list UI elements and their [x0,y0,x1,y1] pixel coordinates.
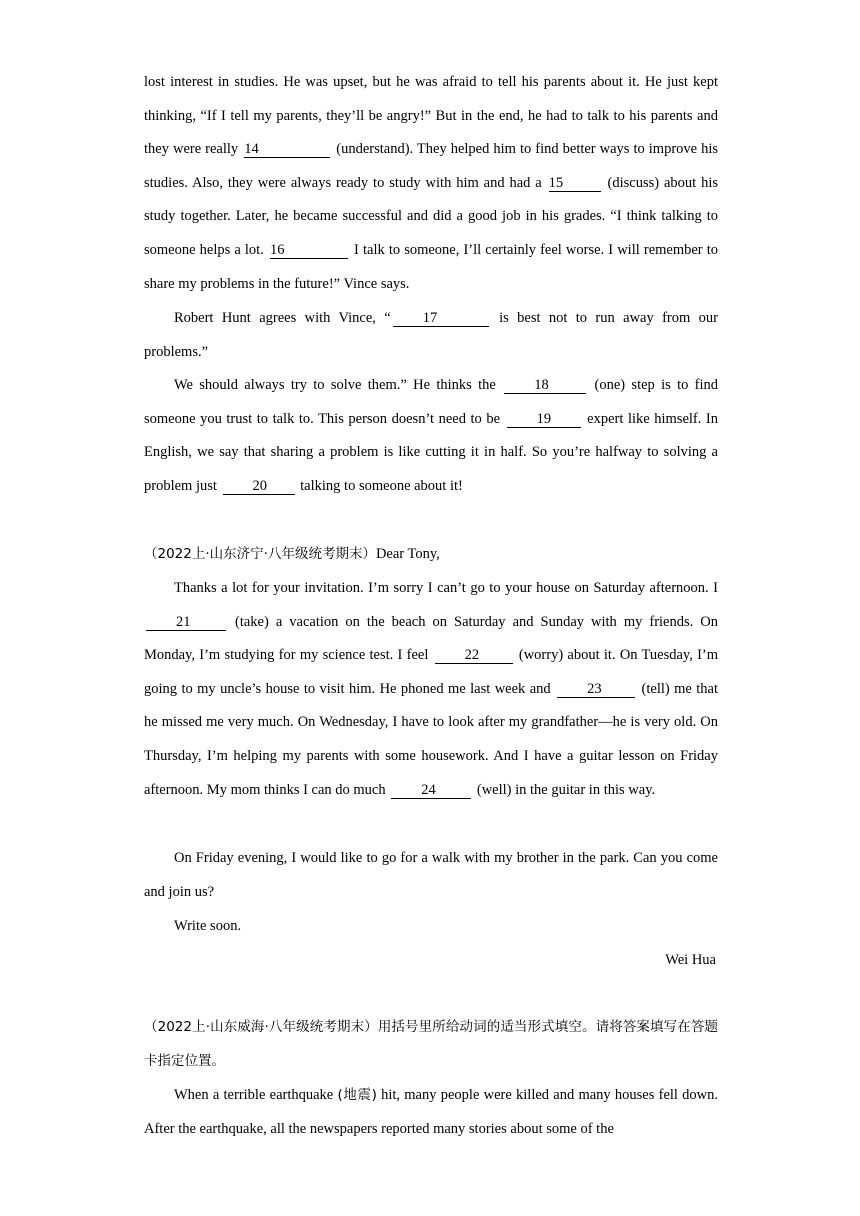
letter-text: Thanks a lot for your invitation. I’m sorry I can’t go to your house on Saturday afternoon. I [174,580,718,596]
blank-20[interactable]: 20 [223,478,295,495]
passage-text: lost interest in studies. He was upset, but he was afraid to tell his parents about it. He just kept thinking, “If I tell my parents, they’ll be angry!” But in the end, he had to talk to his parents and they were really [144,74,718,158]
letter-header [144,538,718,572]
passage-text: (understand). They helped him to find better ways to improve his studies. Also, they were always ready to study with him and had a [144,141,719,191]
blank-16[interactable]: 16 [270,242,348,259]
letter-closing [144,910,718,944]
blank-15[interactable]: 15 [549,175,601,192]
passage-text: When a terrible earthquake [174,1087,334,1103]
passage-text: talking to someone about it! [300,477,463,494]
letter-text: (worry) about it. On Tuesday, I’m going to my uncle’s house to visit him. He phoned me last week and [144,647,719,697]
passage-text: expert like himself. In English, we say that sharing a problem is like cutting it in half. So you’re halfway to solving a problem just [144,410,719,494]
passage-paragraph [144,66,718,301]
letter-text: (well) in the guitar in this way. [476,781,656,798]
passage-text: We should always try to solve them.” He thinks the [174,377,496,393]
blank-23[interactable]: 23 [557,681,635,698]
blank-19[interactable]: 19 [507,411,581,428]
blank-24[interactable]: 24 [391,782,471,799]
passage-text: I talk to someone, I’ll certainly feel worse. I will remember to share my problems in the future!” Vince says. [144,241,719,292]
passage-text: (one) step is to find someone you trust to talk to. This person doesn’t need to be [144,377,719,427]
section-heading: （2022上·山东威海·八年级统考期末）用括号里所给动词的适当形式填空。请将答案填写在答题卡指定位置。 [144,1019,718,1069]
letter-greeting: Dear Tony, [375,546,440,562]
letter-text: (take) a vacation on the beach on Saturday and Sunday with my friends. On Monday, I’m studying for my science test. I feel [144,613,718,664]
chinese-gloss: (地震) [337,1087,377,1103]
passage-text: (discuss) about his study together. Later, he became successful and did a good job in his grades. “I think talking to someone helps a lot. [144,174,718,258]
letter-paragraph [144,572,718,807]
letter-paragraph [144,842,718,909]
letter-text: Write soon. [174,918,242,934]
passage-text: Robert Hunt agrees with Vince, “ [174,310,391,326]
letter-text: (tell) me that he missed me very much. On Wednesday, I have to look after my grandfather—he is very old. On Thursday, I’m helping my parents with some housework. And I have a guitar lesson on Friday afternoon. My mom thinks I can do much [144,680,719,798]
passage-paragraph [144,1079,718,1146]
blank-17[interactable]: 17 [393,310,489,327]
blank-21[interactable]: 21 [146,614,226,631]
letter-signature: Wei Hua [665,952,716,968]
question-source: （2022上·山东济宁·八年级统考期末） [144,546,376,562]
blank-14[interactable]: 14 [244,141,330,158]
passage-paragraph [144,369,718,503]
passage-paragraph [144,302,718,369]
blank-18[interactable]: 18 [504,377,586,394]
passage-text: hit, many people were killed and many houses fell down. After the earthquake, all the newspapers reported many stories about some of the [144,1087,719,1137]
letter-text: On Friday evening, I would like to go for a walk with my brother in the park. Can you come and join us? [144,850,718,900]
blank-22[interactable]: 22 [435,647,513,664]
passage-text: is best not to run away from our problems.” [144,310,718,360]
